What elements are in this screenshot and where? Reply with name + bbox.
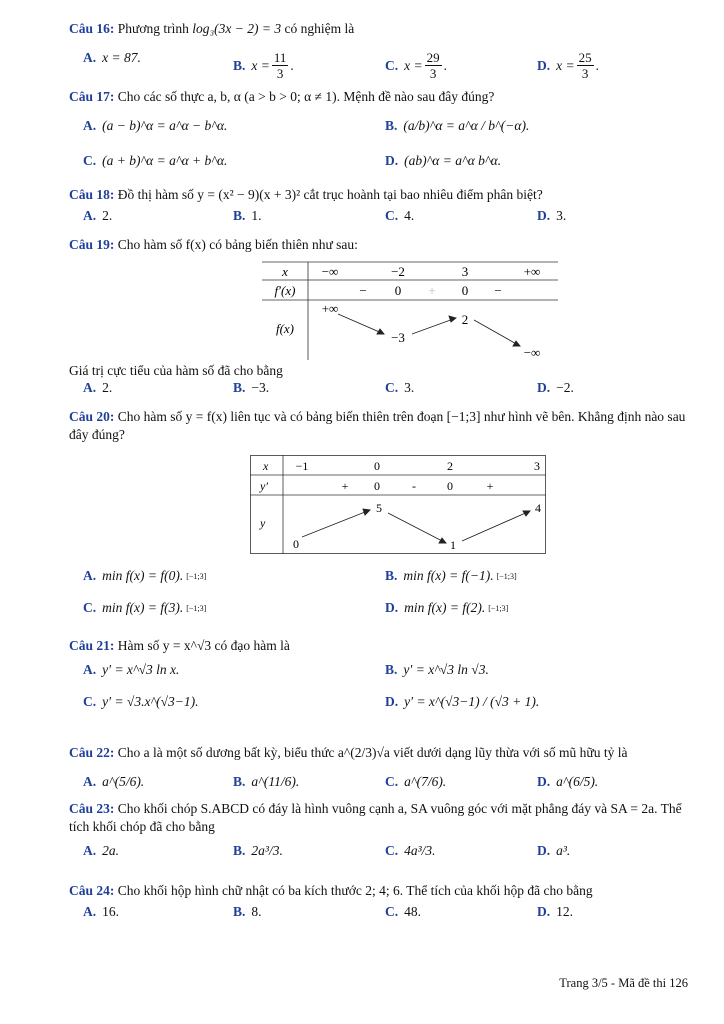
question-23 xyxy=(69,800,694,836)
option-c[interactable]: C. (a + b)^α = a^α + b^α. xyxy=(83,153,228,168)
option-b[interactable]: B. x = $\frac{11}{3}$ . xyxy=(233,50,294,81)
question-16 xyxy=(69,20,694,38)
question-text: Cho khối chóp S.ABCD có đáy là hình vuông cạnh a, SA vuông góc với mặt phẳng đáy và SA = 2a. Thể tích khối chóp đã cho bằng xyxy=(69,801,682,834)
options-18 xyxy=(0,208,724,238)
question-21 xyxy=(69,637,694,655)
question-17 xyxy=(69,88,694,106)
question-label: Câu 19: xyxy=(69,237,115,252)
f-value: −∞ xyxy=(523,345,541,360)
question-text: Cho các số thực a, b, α (a > b > 0; α ≠ 1). Mệnh đề nào sau đây đúng? xyxy=(117,89,495,104)
options-17b xyxy=(0,153,724,183)
header-yp: y′ xyxy=(260,479,268,493)
options-24 xyxy=(0,904,724,934)
question-text: Phương trình xyxy=(117,21,189,36)
page-footer: Trang 3/5 - Mã đề thi 126 xyxy=(559,976,688,990)
options-21a xyxy=(0,662,724,692)
option-c[interactable]: C. 48. xyxy=(385,904,421,919)
option-b[interactable]: B. (a/b)^α = a^α / b^(−α). xyxy=(385,118,530,133)
options-17a xyxy=(0,118,724,148)
x-value: +∞ xyxy=(523,264,541,279)
x-value: −∞ xyxy=(321,264,339,279)
f-value: −3 xyxy=(391,330,405,345)
x-value: −2 xyxy=(391,264,405,279)
question-label: Câu 16: xyxy=(69,21,115,36)
option-b[interactable]: B. y′ = x^√3 ln √3. xyxy=(385,662,489,677)
question-19 xyxy=(69,236,694,254)
question-label: Câu 20: xyxy=(69,409,115,424)
header-fp: f′(x) xyxy=(274,283,296,298)
question-text: Đồ thị hàm số y = (x² − 9)(x + 3)² cắt trục hoành tại bao nhiêu điểm phân biệt? xyxy=(117,187,543,202)
options-20a xyxy=(0,568,724,598)
option-a[interactable]: A. 2. xyxy=(83,208,113,223)
sign: + xyxy=(428,283,436,298)
option-d[interactable]: D. 3. xyxy=(537,208,567,223)
arrow-down xyxy=(474,320,520,346)
question-label: Câu 21: xyxy=(69,638,115,653)
options-20b xyxy=(0,600,724,630)
arrow-up xyxy=(412,318,456,334)
arrow-up xyxy=(462,511,530,541)
equation: log₃(3x − 2) = 3 xyxy=(192,21,282,36)
option-a[interactable]: A. y′ = x^√3 ln x. xyxy=(83,662,180,677)
option-c[interactable]: C. 4a³/3. xyxy=(385,843,436,858)
option-c[interactable]: C. a^(7/6). xyxy=(385,774,447,789)
option-a[interactable]: A. x = 87. xyxy=(83,50,141,65)
header-x: x xyxy=(263,459,269,473)
sign: 0 xyxy=(461,283,469,298)
option-a[interactable]: A. (a − b)^α = a^α − b^α. xyxy=(83,118,228,133)
option-d[interactable]: D. min f(x) = f(2). [−1;3] xyxy=(385,600,509,615)
variation-table-19 xyxy=(262,260,558,364)
f-value: 2 xyxy=(461,312,469,327)
question-text: Cho khối hộp hình chữ nhật có ba kích thước 2; 4; 6. Thể tích của khối hộp đã cho bằng xyxy=(117,883,593,898)
question-text: Cho hàm số y = f(x) liên tục và có bảng biến thiên trên đoạn [−1;3] như hình vẽ bên. Khẳng định nào sau đây đúng? xyxy=(69,409,686,442)
arrow-up xyxy=(302,510,370,537)
x-value: 3 xyxy=(534,459,540,473)
f-value: +∞ xyxy=(321,301,339,316)
option-d[interactable]: D. 12. xyxy=(537,904,573,919)
option-c[interactable]: C. 4. xyxy=(385,208,415,223)
x-value: 0 xyxy=(374,459,380,473)
options-21b xyxy=(0,694,724,724)
option-d[interactable]: D. x = $\frac{25}{3}$ . xyxy=(537,50,599,81)
question-text: Hàm số y = x^√3 có đạo hàm là xyxy=(117,638,290,653)
y-value: 5 xyxy=(376,501,382,515)
option-b[interactable]: B. min f(x) = f(−1). [−1;3] xyxy=(385,568,517,583)
question-label: Câu 24: xyxy=(69,883,115,898)
question-label: Câu 22: xyxy=(69,745,115,760)
option-d[interactable]: D. (ab)^α = a^α b^α. xyxy=(385,153,502,168)
question-22 xyxy=(69,744,694,762)
options-16 xyxy=(0,50,724,80)
options-23 xyxy=(0,843,724,873)
question-text: Cho a là một số dương bất kỳ, biểu thức a^(2/3)√a viết dưới dạng lũy thừa với số mũ hữu tỷ là xyxy=(117,745,628,760)
option-a[interactable]: A. 2a. xyxy=(83,843,119,858)
option-d[interactable]: D. a³. xyxy=(537,843,571,858)
option-c[interactable]: C. min f(x) = f(3). [−1;3] xyxy=(83,600,207,615)
question-label: Câu 23: xyxy=(69,801,115,816)
question-18 xyxy=(69,186,694,204)
sign: + xyxy=(486,479,494,493)
option-b[interactable]: B. a^(11/6). xyxy=(233,774,300,789)
option-a[interactable]: A. 2. xyxy=(83,380,113,395)
y-value: 0 xyxy=(293,537,299,551)
question-text: Cho hàm số f(x) có bảng biến thiên như sau: xyxy=(117,237,358,252)
arrow-down xyxy=(338,314,384,334)
option-d[interactable]: D. a^(6/5). xyxy=(537,774,599,789)
option-b[interactable]: B. 1. xyxy=(233,208,262,223)
arrow-down xyxy=(388,513,446,543)
y-value: 1 xyxy=(450,538,456,552)
sign: + xyxy=(341,479,349,493)
header-y: y xyxy=(260,516,266,530)
option-b[interactable]: B. 8. xyxy=(233,904,262,919)
question-20 xyxy=(69,408,694,444)
sign: − xyxy=(359,283,367,298)
question-24 xyxy=(69,882,694,900)
y-value: 4 xyxy=(535,501,541,515)
x-value: 2 xyxy=(447,459,453,473)
option-c[interactable]: C. 3. xyxy=(385,380,415,395)
option-d[interactable]: D. −2. xyxy=(537,380,574,395)
sign: 0 xyxy=(447,479,453,493)
option-a[interactable]: A. min f(x) = f(0). [−1;3] xyxy=(83,568,207,583)
option-b[interactable]: B. 2a³/3. xyxy=(233,843,283,858)
question-19-ask: Giá trị cực tiểu của hàm số đã cho bằng xyxy=(69,363,283,378)
sign: - xyxy=(412,479,416,493)
option-c[interactable]: C. x = $\frac{29}{3}$ . xyxy=(385,50,447,81)
option-c[interactable]: C. y′ = √3.x^(√3−1). xyxy=(83,694,199,709)
header-x: x xyxy=(282,264,288,279)
option-a[interactable]: A. a^(5/6). xyxy=(83,774,145,789)
options-19 xyxy=(0,380,724,410)
variation-table-20 xyxy=(250,455,546,555)
sign: − xyxy=(494,283,502,298)
sign: 0 xyxy=(394,283,402,298)
question-label: Câu 17: xyxy=(69,89,115,104)
x-value: 3 xyxy=(461,264,469,279)
header-f: f(x) xyxy=(275,321,295,336)
option-d[interactable]: D. y′ = x^(√3−1) / (√3 + 1). xyxy=(385,694,540,709)
option-b[interactable]: B. −3. xyxy=(233,380,270,395)
question-text: có nghiệm là xyxy=(284,21,355,36)
x-value: −1 xyxy=(295,459,309,473)
sign: 0 xyxy=(374,479,380,493)
option-a[interactable]: A. 16. xyxy=(83,904,119,919)
question-label: Câu 18: xyxy=(69,187,115,202)
